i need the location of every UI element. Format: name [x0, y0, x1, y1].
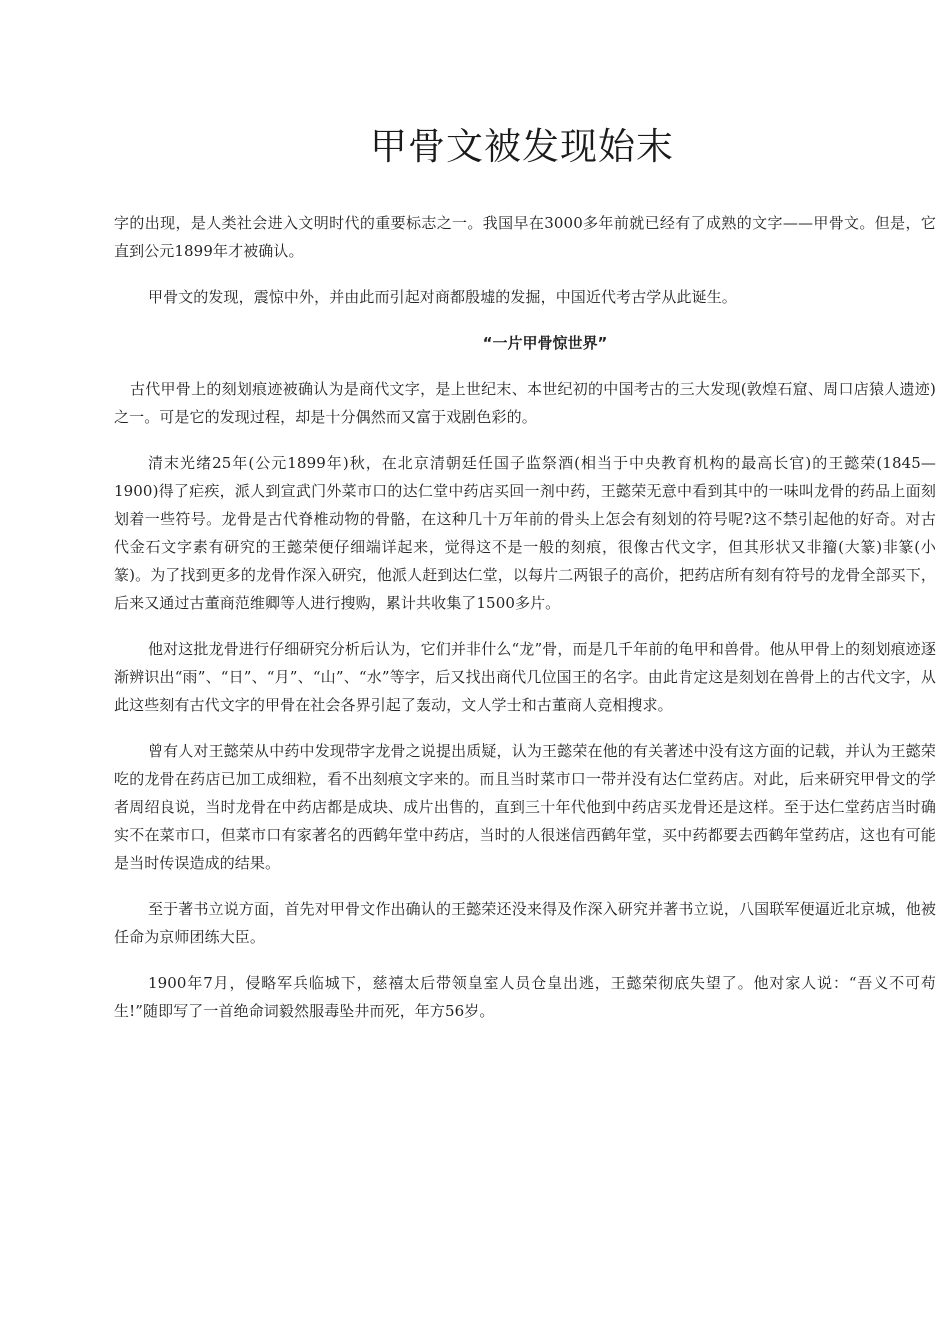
paragraph-three-discoveries: 古代甲骨上的刻划痕迹被确认为是商代文字，是上世纪末、本世纪初的中国考古的三大发现(敦煌石窟、周口店猿人遗迹)之一。可是它的发现过程，却是十分偶然而又富于戏剧色彩的。 [114, 380, 936, 426]
paragraph-wang-yirong: 清末光绪25年(公元1899年)秋，在北京清朝廷任国子监祭酒(相当于中央教育机构的最高长官)的王懿荣(1845—1900)得了疟疾，派人到宣武门外菜市口的达仁堂中药店买回一剂中药，王懿荣无意中看到其中的一味叫龙骨的药品上面刻划着一些符号。龙骨是古代脊椎动物的骨骼，在这种几十万年前的骨头上怎会有刻划的符号呢?这不禁引起他的好奇。对古代金石文字素有研究的王懿荣便仔细端详起来，觉得这不是一般的刻痕，很像古代文字，但其形状又非籀(大篆)非篆(小篆)。为了找到更多的龙骨作深入研究，他派人赶到达仁堂，以每片二两银子的高价，把药店所有刻有符号的龙骨全部买下，后来又通过古董商范维卿等人进行搜购，累计共收集了1500多片。 [114, 454, 936, 612]
paragraph-death: 1900年7月，侵略军兵临城下，慈禧太后带领皇室人员仓皇出逃，王懿荣彻底失望了。他对家人说：“吾义不可苟生!”随即写了一首绝命词毅然服毒坠井而死，年方56岁。 [114, 974, 936, 1020]
paragraph-writing: 至于著书立说方面，首先对甲骨文作出确认的王懿荣还没来得及作深入研究并著书立说，八国联军便逼近北京城，他被任命为京师团练大臣。 [114, 900, 936, 946]
paragraph-discovery: 甲骨文的发现，震惊中外，并由此而引起对商都殷墟的发掘，中国近代考古学从此诞生。 [148, 288, 737, 306]
paragraph-analysis: 他对这批龙骨进行仔细研究分析后认为，它们并非什么“龙”骨，而是几千年前的龟甲和兽骨。他从甲骨上的刻划痕迹逐渐辨识出“雨”、“日”、“月”、“山”、“水”等字，后又找出商代几位国王的名字。由此肯定这是刻划在兽骨上的古代文字，从此这些刻有古代文字的甲骨在社会各界引起了轰动，文人学士和古董商人竞相搜求。 [114, 640, 936, 714]
section-subheading: “一片甲骨惊世界” [482, 334, 608, 352]
page-title: 甲骨文被发现始末 [370, 125, 674, 168]
paragraph-doubts: 曾有人对王懿荣从中药中发现带字龙骨之说提出质疑，认为王懿荣在他的有关著述中没有这方面的记载，并认为王懿荣吃的龙骨在药店已加工成细粒，看不出刻痕文字来的。而且当时菜市口一带并没有达仁堂药店。对此，后来研究甲骨文的学者周绍良说，当时龙骨在中药店都是成块、成片出售的，直到三十年代他到中药店买龙骨还是这样。至于达仁堂药店当时确实不在菜市口，但菜市口有家著名的西鹤年堂中药店，当时的人很迷信西鹤年堂，买中药都要去西鹤年堂药店，这也有可能是当时传误造成的结果。 [114, 742, 936, 872]
article-body [114, 209, 936, 1025]
paragraph-intro: 字的出现，是人类社会进入文明时代的重要标志之一。我国早在3000多年前就已经有了成熟的文字——甲骨文。但是，它直到公元1899年才被确认。 [114, 214, 936, 260]
